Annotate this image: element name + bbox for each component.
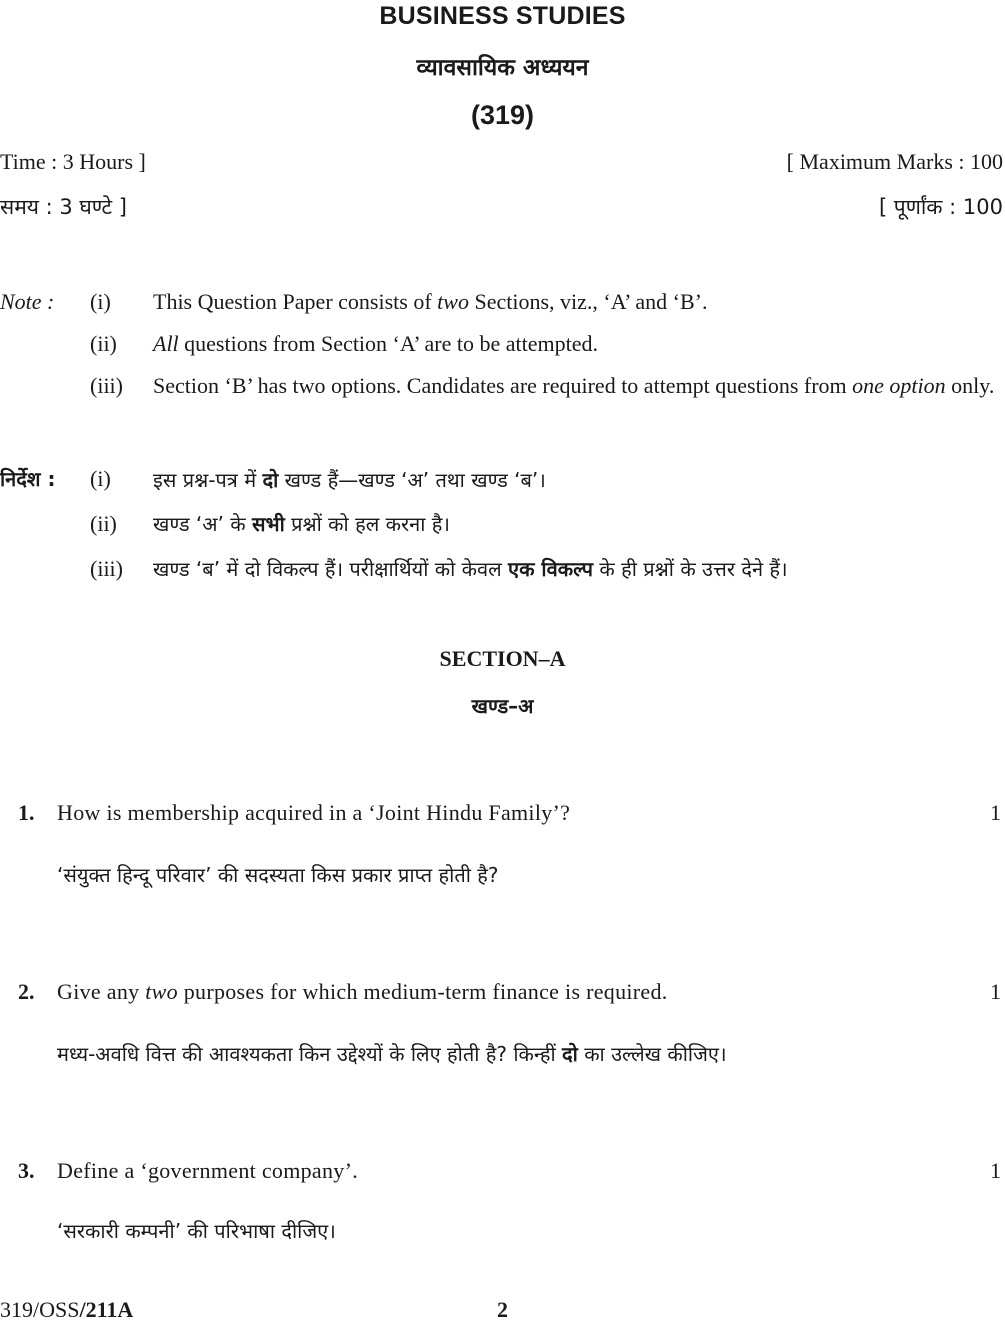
note-item-number: (i) [90,289,111,314]
question-text-hindi: मध्य-अवधि वित्त की आवश्यकता किन उद्देश्यों के लिए होती है? किन्हीं दो का उल्लेख कीजिए। [57,1042,727,1066]
time-label-hindi: समय : 3 घण्टे ] [0,195,128,219]
note-item-text-hindi: खण्ड ‘ब’ में दो विकल्प हैं। परीक्षार्थियों को केवल एक विकल्प के ही प्रश्नों के उत्तर देने हैं। [153,557,788,581]
section-title-hindi: खण्ड–अ [471,694,534,718]
question-number: 3. [18,1158,35,1183]
note-item-text: This Question Paper consists of two Sections, viz., ‘A’ and ‘B’. [153,289,708,314]
section-title: SECTION–A [439,646,566,671]
paper-title-hindi: व्यावसायिक अध्ययन [416,55,589,81]
note-item-text-hindi: खण्ड ‘अ’ के सभी प्रश्नों को हल करना है। [153,512,450,536]
paper-code: (319) [470,100,535,130]
question-text-hindi: ‘सरकारी कम्पनी’ की परिभाषा दीजिए। [57,1219,336,1243]
paper-title: BUSINESS STUDIES [379,2,626,30]
question-marks: 1 [990,979,1001,1004]
question-text-hindi: ‘संयुक्त हिन्दू परिवार’ की सदस्यता किस प्रकार प्राप्त होती है? [57,863,499,887]
time-label: Time : 3 Hours ] [0,149,146,174]
page-number: 2 [497,1297,508,1322]
note-item-number-hindi: (ii) [90,511,117,536]
note-label-hindi: निर्देश : [0,467,56,491]
question-marks: 1 [990,1158,1001,1183]
note-item-number: (iii) [90,373,123,398]
question-number: 1. [18,800,35,825]
question-marks: 1 [990,800,1001,825]
note-label: Note : [0,289,55,314]
note-item-number-hindi: (iii) [90,556,123,581]
max-marks-label: [ Maximum Marks : 100 [786,149,1003,174]
note-item-text-hindi: इस प्रश्न-पत्र में दो खण्ड हैं—खण्ड ‘अ’ तथा खण्ड ‘ब’। [153,468,546,492]
max-marks-label-hindi: [ पूर्णांक : 100 [878,195,1003,219]
question-text: Define a ‘government company’. [57,1158,358,1183]
note-item-text: All questions from Section ‘A’ are to be attempted. [153,331,598,356]
note-item-number: (ii) [90,331,117,356]
question-number: 2. [18,979,35,1004]
footer-paper-code: 319/OSS/211A [0,1297,134,1322]
note-item-text: Section ‘B’ has two options. Candidates are required to attempt questions from one option only. [153,373,995,398]
question-text: How is membership acquired in a ‘Joint Hindu Family’? [57,800,571,825]
question-text: Give any two purposes for which medium-term finance is required. [57,979,668,1004]
note-item-number-hindi: (i) [90,466,111,491]
